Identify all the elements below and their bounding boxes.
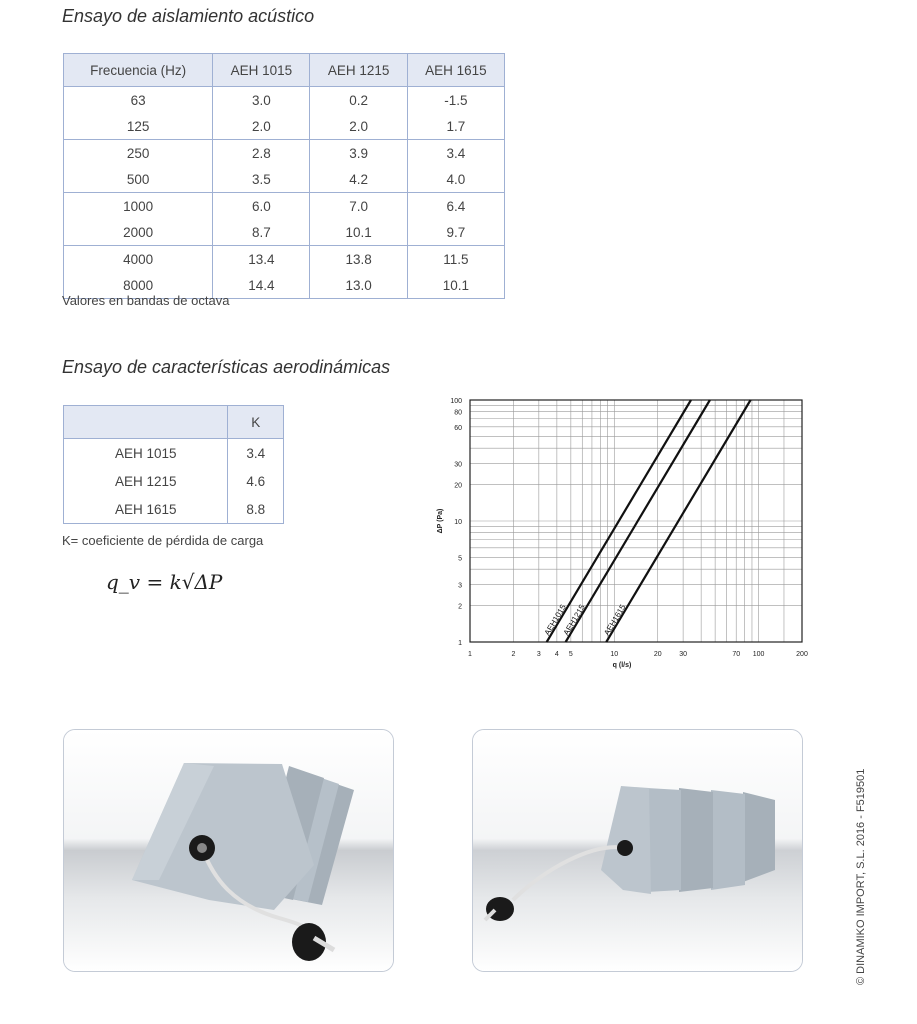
- x-tick-label: 4: [554, 651, 559, 658]
- table-cell: 2000: [64, 219, 213, 246]
- acoustic-row-group: [64, 193, 505, 246]
- acoustic-table: [63, 53, 505, 299]
- table-cell: 10.1: [310, 219, 407, 246]
- pressure-flow-chart: [430, 390, 810, 680]
- table-row: [64, 87, 505, 114]
- table-cell: 2.8: [213, 140, 310, 167]
- table-cell: 6.0: [213, 193, 310, 220]
- y-tick-label: 60: [454, 424, 462, 432]
- acoustic-row-group: [64, 246, 505, 299]
- table-cell: 10.1: [407, 272, 504, 299]
- table-cell: 8.8: [228, 495, 284, 524]
- table-cell: 3.9: [310, 140, 407, 167]
- x-tick-label: 3: [536, 651, 541, 658]
- acoustic-row-group: [64, 87, 505, 140]
- table-cell: 13.0: [310, 272, 407, 299]
- y-tick-label: 80: [454, 409, 462, 417]
- table-cell: 4.0: [407, 166, 504, 193]
- table-cell: 6.4: [407, 193, 504, 220]
- series-label: AEH1615: [602, 602, 628, 638]
- table-row: [64, 467, 284, 495]
- acoustic-vent-block-side: [601, 786, 775, 894]
- table-cell: 13.8: [310, 246, 407, 273]
- table-cell: 4.6: [228, 467, 284, 495]
- table-cell: 63: [64, 87, 213, 114]
- acoustic-header-cell: AEH 1215: [310, 54, 407, 87]
- table-cell: 3.5: [213, 166, 310, 193]
- x-tick-label: 5: [568, 651, 573, 658]
- y-tick-label: 5: [458, 555, 462, 563]
- table-cell: 125: [64, 113, 213, 140]
- y-axis-label: ΔP (Pa): [437, 508, 444, 534]
- table-cell: 3.4: [407, 140, 504, 167]
- product-photo-front: [63, 729, 394, 972]
- product-photo-side: [472, 729, 803, 972]
- acoustic-note: Valores en bandas de octava: [62, 293, 230, 308]
- table-row: [64, 140, 505, 167]
- table-cell: 9.7: [407, 219, 504, 246]
- table-row: [64, 495, 284, 524]
- acoustic-header-cell: Frecuencia (Hz): [64, 54, 213, 87]
- y-tick-label: 100: [450, 398, 462, 405]
- x-tick-label: 2: [511, 651, 516, 658]
- y-tick-label: 1: [458, 640, 462, 647]
- table-cell: 500: [64, 166, 213, 193]
- table-row: [64, 219, 505, 246]
- k-header-cell: K: [228, 406, 284, 439]
- x-tick-label: 70: [732, 651, 741, 658]
- acoustic-row-group: [64, 140, 505, 193]
- copyright-note: © DINAMIKO IMPORT, S.L. 2016 - F519501: [855, 768, 867, 985]
- table-cell: AEH 1215: [64, 467, 228, 495]
- table-row: [64, 193, 505, 220]
- table-cell: 4000: [64, 246, 213, 273]
- table-row: [64, 439, 284, 468]
- table-cell: -1.5: [407, 87, 504, 114]
- x-tick-label: 10: [610, 651, 619, 658]
- x-tick-label: 200: [796, 651, 808, 658]
- y-tick-label: 30: [454, 461, 462, 469]
- formula-text: q_v = k√ΔP: [106, 570, 223, 594]
- k-header-cell: [64, 406, 228, 439]
- table-cell: 4.2: [310, 166, 407, 193]
- table-cell: 1000: [64, 193, 213, 220]
- k-note: K= coeficiente de pérdida de carga: [62, 533, 264, 548]
- y-tick-label: 3: [458, 582, 462, 590]
- table-cell: 1.7: [407, 113, 504, 140]
- table-cell: 2.0: [310, 113, 407, 140]
- k-table: [63, 405, 284, 524]
- table-row: [64, 113, 505, 140]
- table-row: [64, 246, 505, 273]
- table-cell: 3.4: [228, 439, 284, 468]
- series-label: AEH1215: [561, 602, 587, 638]
- table-cell: 250: [64, 140, 213, 167]
- table-cell: 3.0: [213, 87, 310, 114]
- y-tick-label: 20: [454, 482, 462, 490]
- x-tick-label: 30: [679, 651, 688, 658]
- y-tick-label: 2: [458, 603, 462, 611]
- x-tick-label: 100: [752, 651, 765, 658]
- table-cell: 11.5: [407, 246, 504, 273]
- cable-grommet-side-icon: [617, 840, 633, 856]
- acoustic-title: Ensayo de aislamiento acústico: [62, 6, 315, 26]
- table-cell: 7.0: [310, 193, 407, 220]
- table-cell: 8000: [64, 272, 213, 299]
- aero-title: Ensayo de características aerodinámicas: [62, 357, 391, 377]
- flow-formula: [106, 570, 222, 594]
- x-axis-label: q (l/s): [612, 662, 632, 669]
- table-row: [64, 166, 505, 193]
- series-label: AEH1015: [542, 602, 568, 638]
- x-tick-label: 1: [468, 651, 472, 658]
- acoustic-header-cell: AEH 1615: [407, 54, 504, 87]
- y-tick-label: 10: [454, 519, 462, 526]
- table-cell: 14.4: [213, 272, 310, 299]
- x-tick-label: 20: [653, 651, 662, 658]
- acoustic-header-cell: AEH 1015: [213, 54, 310, 87]
- table-cell: AEH 1015: [64, 439, 228, 468]
- table-cell: 8.7: [213, 219, 310, 246]
- table-cell: 13.4: [213, 246, 310, 273]
- table-cell: 2.0: [213, 113, 310, 140]
- table-cell: AEH 1615: [64, 495, 228, 524]
- table-cell: 0.2: [310, 87, 407, 114]
